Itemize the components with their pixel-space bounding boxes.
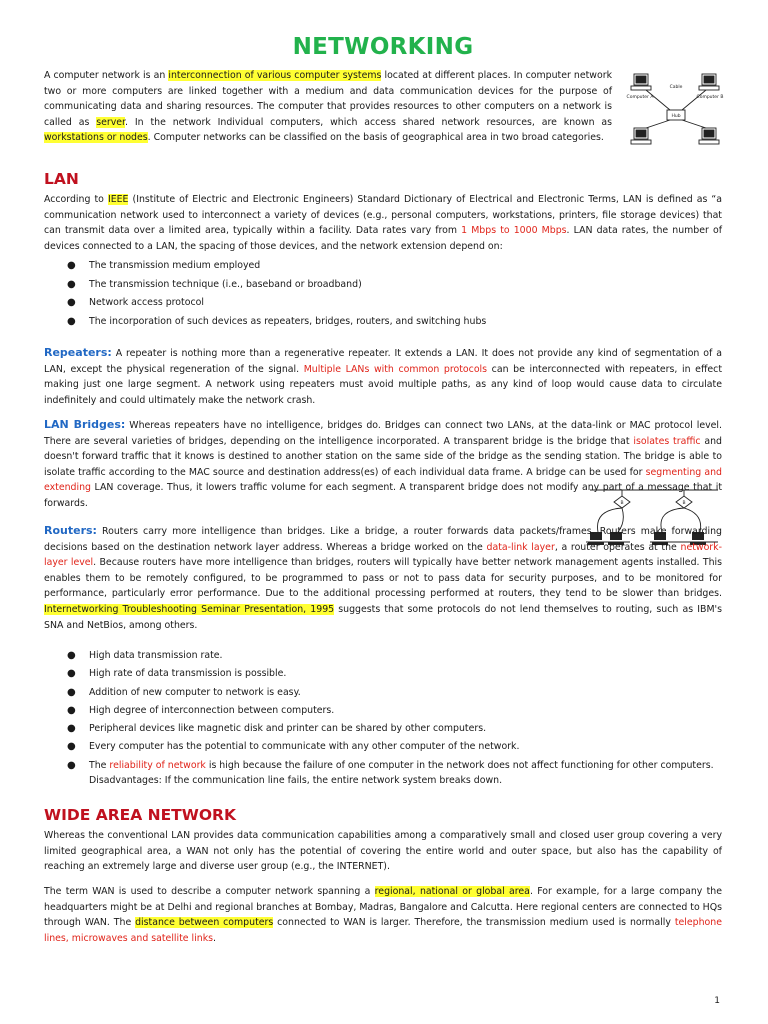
intro-paragraph	[44, 68, 612, 146]
page-number: 1	[714, 996, 720, 1006]
bullet-icon: ●	[67, 315, 76, 327]
lan-text-3: . LAN data rates, the number of devices connected to a LAN, the spacing of those devices, and the network extension depend on:	[44, 225, 723, 252]
advantages-list	[44, 648, 714, 792]
wan-heading: WIDE AREA NETWORK	[44, 806, 236, 824]
bullet-icon: ●	[67, 278, 76, 290]
intro-text-4: . Computer networks can be classified on the basis of geographical area in two broad categories.	[147, 132, 604, 144]
list-item	[44, 703, 714, 721]
bridges-text-1: Whereas repeaters have no intelligence, bridges do. Bridges can connect two LANs, at the data-link or MAC protocol level. There are several varieties of bridges, depending on the intelligence incorporated. A transparent bridge is the bridge that	[44, 420, 723, 447]
bullet-icon: ●	[67, 260, 76, 271]
bullet-icon: ●	[67, 741, 76, 753]
star-network-diagram	[626, 68, 726, 154]
wan-text-3: connected to WAN is larger. Therefore, the transmission medium used is normally	[273, 917, 675, 929]
list-item-text: is high because the failure of one computer in the network does not affect functioning for other computers.	[205, 759, 714, 771]
bridges-text-3: LAN coverage. Thus, it lowers traffic volume for each segment. A transparent bridge does not modify any part of a message that it forwards.	[44, 482, 722, 509]
wan-red-1: telephone lines, microwaves and satellite links	[44, 917, 722, 944]
list-item-text: The transmission technique (i.e., baseband or broadband)	[89, 278, 362, 290]
list-item	[44, 739, 714, 757]
list-item	[44, 277, 486, 296]
routers-highlight-1: Internetworking Troubleshooting Seminar Presentation, 1995	[44, 603, 335, 615]
routers-red-2: network-layer level	[44, 541, 722, 569]
list-item	[44, 314, 486, 333]
routers-paragraph	[44, 523, 722, 633]
list-item-text: The transmission medium employed	[89, 260, 261, 271]
repeaters-red-1: Multiple LANs with common protocols	[303, 363, 488, 375]
bullet-icon: ●	[67, 297, 76, 309]
list-item-text: Peripheral devices like magnetic disk and printer can be shared by other computers.	[89, 723, 487, 735]
bridges-red-2: segmenting and extending	[44, 466, 722, 494]
disadvantages-text: Disadvantages: If the communication line fails, the entire network system breaks down.	[89, 775, 503, 787]
bullet-icon: ●	[67, 668, 76, 680]
page-title: NETWORKING	[292, 34, 474, 60]
intro-text-3: . In the network Individual computers, which access shared network resources, are known as	[125, 116, 613, 128]
lan-heading: LAN	[44, 170, 79, 188]
bullet-icon: ●	[67, 650, 76, 661]
intro-highlight-nodes: workstations or nodes	[44, 132, 148, 144]
repeaters-text-1: A repeater is nothing more than a regenerative repeater. It extends a LAN. It does not provide any kind of segmentation of a LAN, except the physical regeneration of the signal.	[44, 348, 722, 375]
bullet-icon: ●	[67, 704, 76, 716]
routers-text-2: , a router operates at the	[554, 541, 681, 553]
list-item-text: The incorporation of such devices as repeaters, bridges, routers, and switching hubs	[89, 315, 487, 327]
list-item	[44, 666, 714, 684]
computer-a-label: Computer A	[626, 95, 654, 100]
repeaters-paragraph	[44, 345, 722, 408]
wan-paragraph-1: Whereas the conventional LAN provides data communication capabilities among a comparatively small and closed user group covering a very limited geographical area, a WAN not only has the potential of covering the entire world and outer space, but also has the capability of reaching an extremely large and diverse user group (e.g., the INTERNET).	[44, 830, 722, 873]
bridge-node-label: B	[682, 501, 686, 506]
list-item	[44, 721, 714, 739]
list-item-text: Addition of new computer to network is easy.	[89, 686, 301, 698]
computer-b-label: Computer B	[696, 95, 724, 100]
list-item-text: The	[89, 759, 110, 771]
bullet-icon: ●	[67, 759, 76, 771]
repeaters-text-2: can be interconnected with repeaters, in effect making just one large segment. A network using repeaters must avoid multiple paths, as any kind of loop would cause data to circulate indefinitely and could ultimately make the network crash.	[44, 363, 722, 406]
list-item	[44, 685, 714, 703]
list-item-text: Every computer has the potential to communicate with any other computer of the network.	[89, 741, 520, 753]
list-item-text: Network access protocol	[89, 297, 204, 309]
wan-highlight-2: distance between computers	[135, 917, 274, 929]
lan-bullet-list	[44, 258, 486, 332]
list-item-text: High degree of interconnection between computers.	[89, 704, 335, 716]
bridges-heading: LAN Bridges:	[44, 418, 126, 431]
cable-label: Cable	[669, 85, 683, 90]
intro-text-1: A computer network is an	[44, 70, 169, 81]
wan-text-4: .	[213, 932, 217, 944]
bridges-red-1: isolates traffic	[633, 435, 701, 447]
wan-text-2: . For example, for a large company the headquarters might be at Delhi and regional branches at Bombay, Madras, Bangalore and Calcutta. Here regional centers are connected to HQs through WAN. The	[44, 886, 723, 929]
list-item	[44, 295, 486, 314]
wan-paragraph-2	[44, 884, 722, 946]
intro-text-2: located at different places. In computer network two or more computers are linked together with a medium and data communication devices for the purpose of communicating data and sharing resources. The computer that provides resources to other computers on a network is called as	[44, 70, 612, 128]
reliability-red: reliability of network	[109, 759, 206, 771]
list-item-text: High rate of data transmission is possible.	[89, 668, 287, 680]
bullet-icon: ●	[67, 723, 76, 735]
list-item-text: High data transmission rate.	[89, 650, 223, 661]
bridge-node-label: B	[620, 501, 624, 506]
wan-highlight-1: regional, national or global area	[374, 886, 530, 897]
intro-highlight-1: interconnection of various computer systems	[168, 70, 382, 81]
bridges-text-2: and doesn't forward traffic that it knows is destined to another station on the same side of the bridge as the sending station. The bridge is able to isolate traffic according to the MAC source and destination address(es) of each individual data frame. A bridge can be used for	[44, 435, 722, 478]
lan-rate-red: 1 Mbps to 1000 Mbps	[461, 225, 567, 237]
intro-highlight-server: server	[96, 116, 126, 128]
list-item	[44, 648, 714, 666]
lan-text-1: According to	[44, 194, 108, 205]
hub-label: Hub	[671, 114, 681, 119]
wan-text-1: The term WAN is used to describe a computer network spanning a	[44, 886, 375, 897]
routers-heading: Routers:	[44, 524, 97, 537]
list-item	[44, 258, 486, 277]
routers-text-4: suggests that some protocols do not lend themselves to routing, such as IBM's SNA and NetBios, among others.	[44, 603, 722, 631]
bullet-icon: ●	[67, 686, 76, 698]
list-item	[44, 758, 714, 792]
routers-text-3: . Because routers have more intelligence than bridges, routers will typically have better network management agents installed. This enables them to be remotely configured, to be programmed to pass or not to pass data for security purposes, and to be monitored for performance, particularly error performance. Due to the additional processing performed at routers, they tend to be slower than bridges.	[44, 557, 723, 600]
lan-paragraph	[44, 192, 722, 254]
lan-highlight-ieee: IEEE	[107, 194, 129, 205]
repeaters-heading: Repeaters:	[44, 346, 112, 359]
routers-text-1: Routers carry more intelligence than bridges. Like a bridge, a router forwards data packets/frames. Routers make forwarding decisions based on the destination network layer address. Whereas a bridge worked on the	[44, 526, 722, 553]
routers-red-1: data-link layer	[486, 541, 555, 553]
lan-text-2: (Institute of Electric and Electronic Engineers) Standard Dictionary of Electrical and Electronic Terms, LAN is defined as “a communication network used to interconnect a variety of devices (e.g., personal computers, workstations, printers, file storage devices) that can transmit data over a limited area, typically within a facility. Data rates vary from	[44, 194, 722, 237]
